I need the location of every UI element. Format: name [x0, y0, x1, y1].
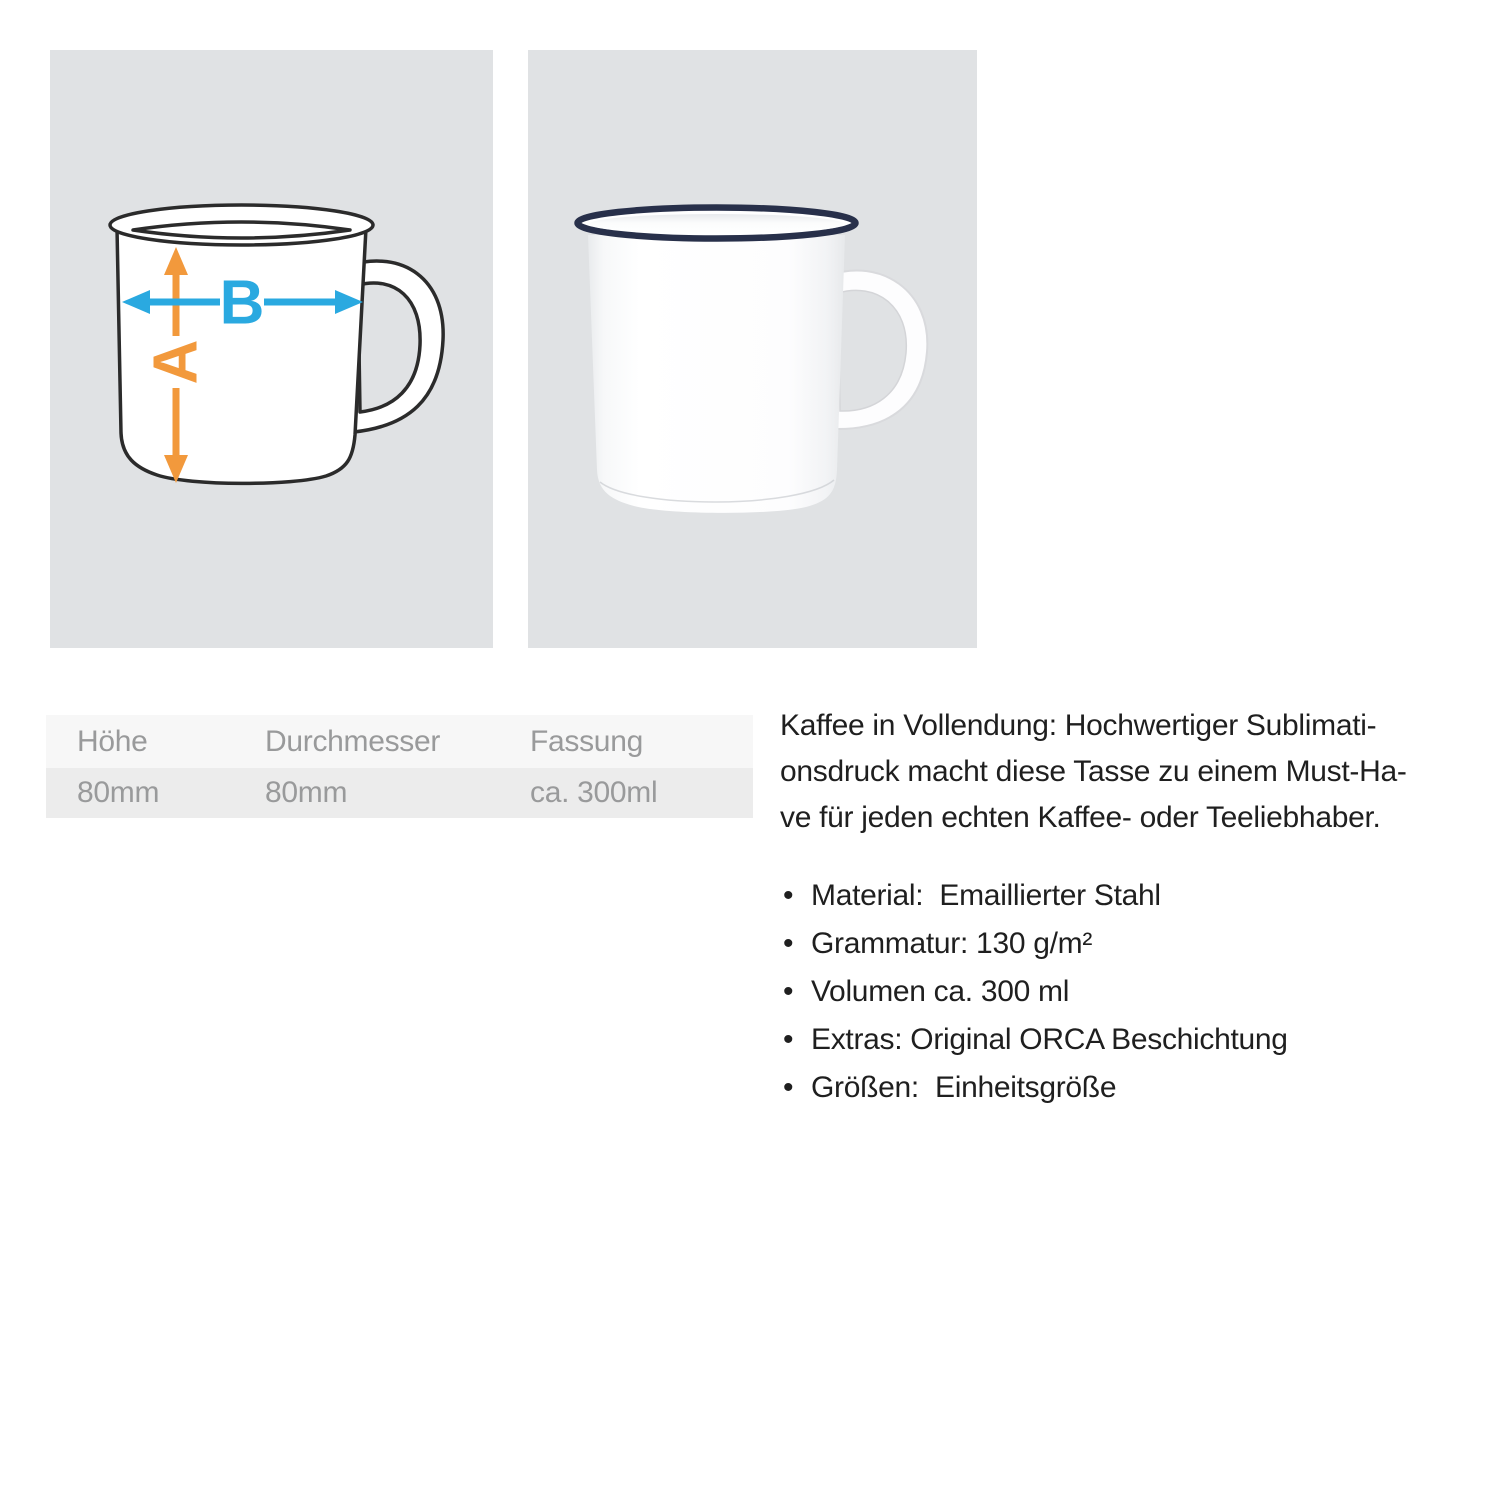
size-diagram-panel: [50, 50, 493, 648]
spec-table: [46, 715, 753, 818]
feature-item-grammatur: [780, 920, 1500, 968]
spec-table-value-row: [46, 768, 753, 818]
description-line: Kaffee in Vollendung: Hochwertiger Sublimati-: [780, 709, 1377, 742]
feature-item-volumen: [780, 968, 1500, 1016]
spec-header-hoehe: Höhe: [77, 724, 148, 758]
width-arrow-label: B: [219, 268, 265, 338]
size-diagram-image: [50, 50, 493, 648]
feature-item-groessen: [780, 1064, 1500, 1112]
spec-header-durchmesser: Durchmesser: [265, 724, 441, 758]
bullet-dot: •: [783, 879, 794, 912]
product-details: [780, 703, 1500, 1112]
description-line: ve für jeden echten Kaffee- oder Teeliebhaber.: [780, 801, 1381, 834]
feature-text: Material: Emaillierter Stahl: [811, 879, 1161, 912]
photo-mug-body: [588, 235, 845, 513]
feature-text: Extras: Original ORCA Beschichtung: [811, 1023, 1288, 1056]
feature-item-extras: [780, 1016, 1500, 1064]
product-photo-image: [528, 50, 977, 648]
spec-value-hoehe: 80mm: [77, 776, 160, 809]
description-line: onsdruck macht diese Tasse zu einem Must-Ha-: [780, 755, 1407, 788]
product-description: [780, 703, 1500, 841]
feature-list: [780, 872, 1500, 1112]
feature-text: Größen: Einheitsgröße: [811, 1071, 1117, 1104]
height-arrow-label: A: [141, 339, 211, 385]
spec-value-fassung: ca. 300ml: [530, 776, 658, 809]
diagram-mug-opening: [133, 222, 350, 238]
bullet-dot: •: [783, 927, 794, 960]
feature-text: Grammatur: 130 g/m²: [811, 927, 1093, 960]
product-photo-panel: [528, 50, 977, 648]
feature-item-material: [780, 872, 1500, 920]
feature-text: Volumen ca. 300 ml: [811, 975, 1070, 1008]
bullet-dot: •: [783, 1023, 794, 1056]
bullet-dot: •: [783, 1071, 794, 1104]
spec-table-header-row: [46, 715, 753, 768]
bullet-dot: •: [783, 975, 794, 1008]
spec-value-durchmesser: 80mm: [265, 776, 348, 809]
photo-mug-handle: [830, 270, 927, 429]
spec-header-fassung: Fassung: [530, 724, 643, 758]
photo-mug-opening: [590, 214, 844, 234]
